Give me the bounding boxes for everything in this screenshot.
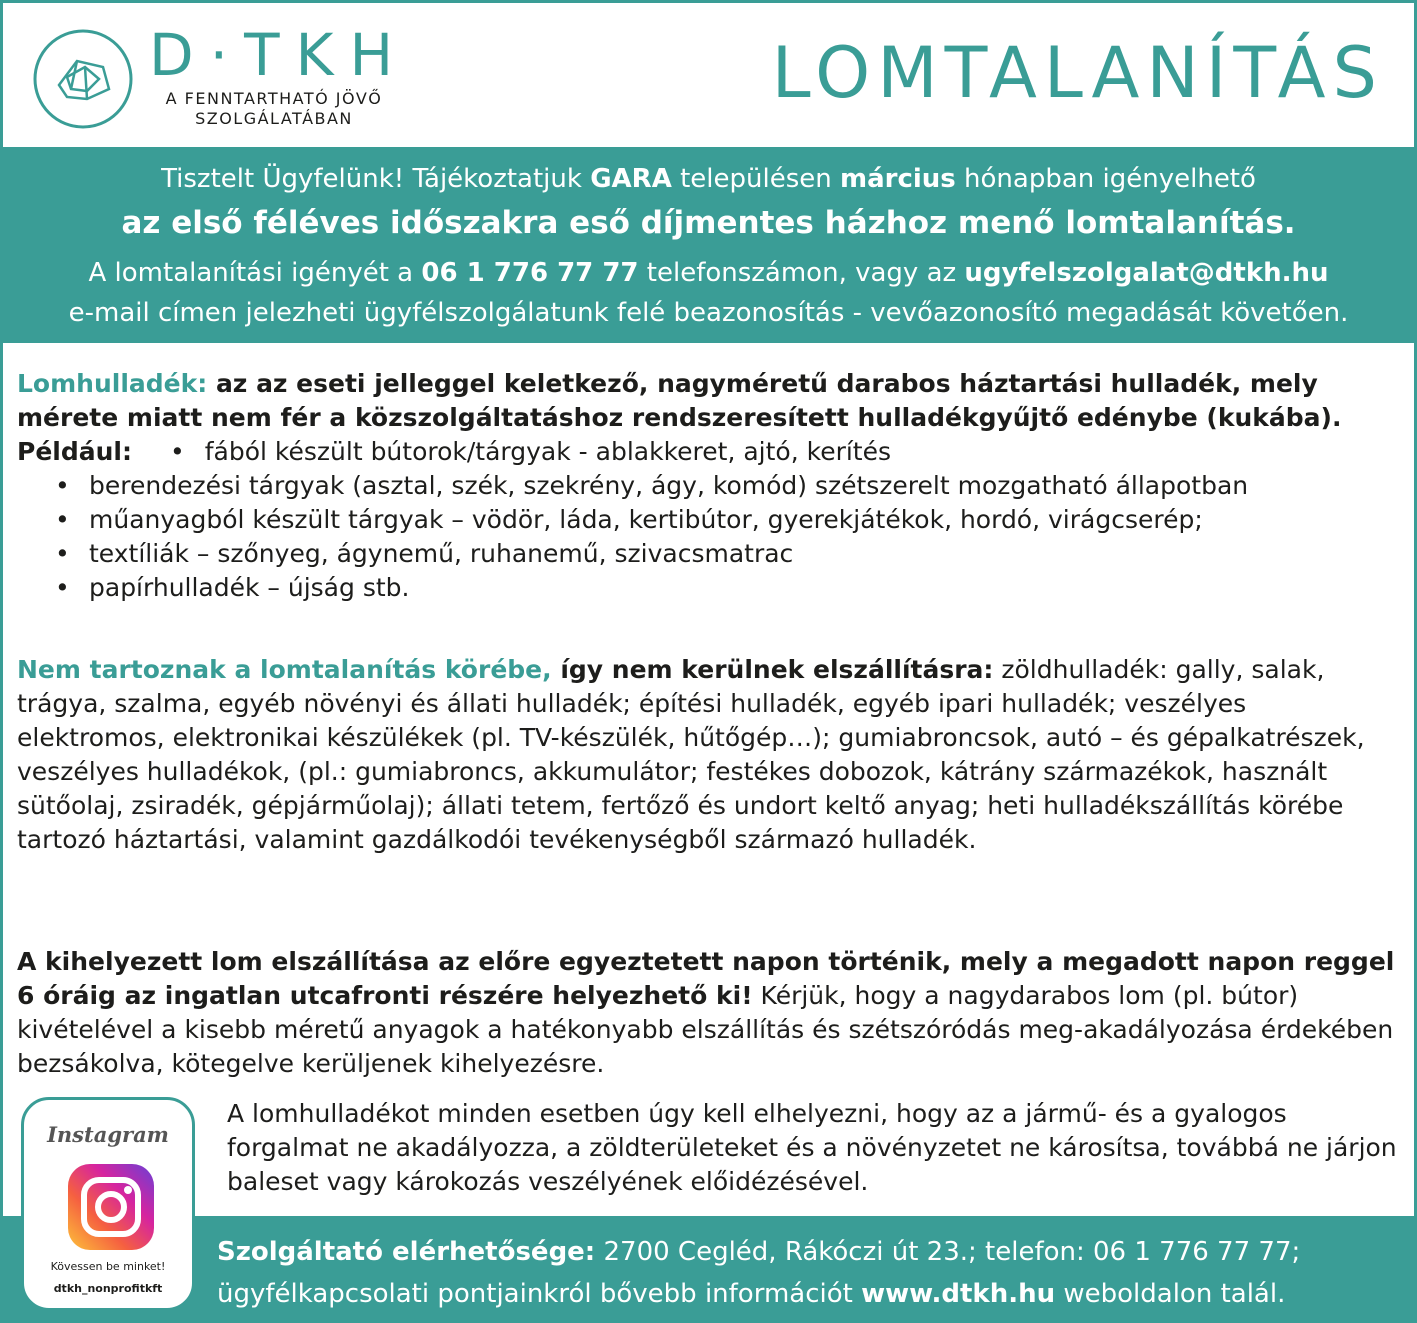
notice-phone: 06 1 776 77 77 (421, 258, 639, 288)
example-item: • berendezési tárgyak (asztal, szék, szekrény, ágy, komód) szétszerelt mozgatható állapotban (17, 469, 1400, 503)
notice-text: településen (671, 164, 840, 194)
footer-band (3, 1216, 1414, 1320)
exclusions-label: Nem tartoznak a lomtalanítás körébe, (17, 655, 552, 684)
instagram-name: Instagram (47, 1122, 169, 1147)
notice-town: GARA (590, 164, 672, 194)
notice-line-1 (3, 161, 1414, 197)
footer-line-2 (217, 1276, 1285, 1312)
notice-month: március (840, 164, 956, 194)
notice-line-3 (3, 255, 1414, 291)
brand-tagline (149, 89, 399, 129)
instagram-badge[interactable] (21, 1097, 195, 1311)
notice-text: Tisztelt Ügyfelünk! Tájékoztatjuk (161, 164, 591, 194)
pickup-section (17, 945, 1400, 1081)
definition-text: az az eseti jelleggel keletkező, nagyméretű darabos háztartási hulladék, mely mérete miatt nem fér a közszolgáltatáshoz rendszeresített hulladékgyűjtő edénybe (kukába). (17, 369, 1342, 432)
exclusions-text: zöldhulladék: gally, salak, trágya, szalma, egyéb növényi és állati hulladék; építési hulladék, egyéb ipari hulladék; veszélyes elektromos, elektronikai készülékek (pl. TV-készülék, hűtőgép…); gumiabroncsok, autó – és gépalkatrészek, veszélyes hulladékok, (pl.: gumiabroncs, akkumulátor; festékes dobozok, kátrány származékok, használt sütőolaj, zsiradék, gépjárműolaj); állati tetem, fertőző és undort keltő anyag; heti hulladékszállítás körébe tartozó háztartási, valamint gazdálkodói tevékenységből származó hulladék. (17, 655, 1365, 854)
brand-name: D·TKH (149, 21, 410, 89)
example-item: • műanyagból készült tárgyak – vödör, láda, kertibútor, gyerekjátékok, hordó, virágcserép; (17, 503, 1400, 537)
tagline-line-2: SZOLGÁLATÁBAN (195, 109, 353, 128)
page-title: LOMTALANÍTÁS (771, 32, 1384, 114)
notice-headline: az első féléves időszakra eső díjmentes házhoz menő lomtalanítás. (121, 205, 1296, 241)
definition-paragraph (17, 367, 1400, 435)
footer-text: weboldalon talál. (1055, 1279, 1286, 1309)
instagram-icon (66, 1162, 156, 1252)
website-link[interactable]: www.dtkh.hu (861, 1279, 1056, 1309)
footer-line-1 (217, 1234, 1300, 1270)
tagline-line-1: A FENNTARTHATÓ JÖVŐ (165, 89, 383, 108)
example-label: Például: (17, 437, 132, 466)
definition-label: Lomhulladék: (17, 369, 208, 398)
example-first-row: Például: • fából készült bútorok/tárgyak - ablakkeret, ajtó, kerítés (17, 437, 892, 466)
footer-address: 2700 Cegléd, Rákóczi út 23.; telefon: 06 1 776 77 77; (595, 1237, 1301, 1267)
notice-text: A lomtalanítási igényét a (88, 258, 422, 288)
pickup-text: Kérjük, hogy a nagydarabos lom (pl. bútor) kivételével a kisebb méretű anyagok a hatékonyabb elszállítás és szétszóródás meg-akadályozása érdekében bezsákolva, kötegelve kerüljenek kihelyezésre. (17, 981, 1394, 1078)
pickup-emphasis: A kihelyezett lom elszállítása az előre egyeztetett napon történik, mely a megadott napon reggel 6 óráig az ingatlan utcafronti részére helyezhető ki! (17, 947, 1395, 1010)
notice-text: telefonszámon, vagy az (638, 258, 965, 288)
example-item: fából készült bútorok/tárgyak - ablakkeret, ajtó, kerítés (204, 437, 892, 466)
footer-label: Szolgáltató elérhetősége: (217, 1237, 596, 1267)
example-item: • papírhulladék – újság stb. (17, 571, 1400, 605)
definition-section (17, 367, 1400, 605)
example-list (17, 469, 1400, 605)
placement-paragraph: A lomhulladékot minden esetben úgy kell elhelyezni, hogy az a jármű- és a gyalogos forgalmat ne akadályozza, a zöldterületeket és a növényzetet ne károsítsa, továbbá ne járjon baleset vagy károkozás veszélyének előidézésével. (227, 1099, 1397, 1196)
instagram-follow-text: Kövessen be minket! (50, 1260, 166, 1273)
exclusions-emphasis: így nem kerülnek elszállításra: (551, 655, 994, 684)
footer-text: ügyfélkapcsolati pontjainkról bővebb információt (217, 1279, 862, 1309)
example-item: • textíliák – szőnyeg, ágynemű, ruhanemű, szivacsmatrac (17, 537, 1400, 571)
notice-text: hónapban igényelhető (955, 164, 1256, 194)
notice-band (3, 147, 1414, 343)
exclusions-section (17, 653, 1400, 857)
notice-line-4: e-mail címen jelezheti ügyfélszolgálatunk felé beazonosítás - vevőazonosító megadását követően. (68, 298, 1349, 328)
notice-email: ugyfelszolgalat@dtkh.hu (964, 258, 1329, 288)
instagram-handle: dtkh_nonprofitkft (53, 1282, 163, 1295)
dtkh-logo-icon (31, 27, 135, 131)
